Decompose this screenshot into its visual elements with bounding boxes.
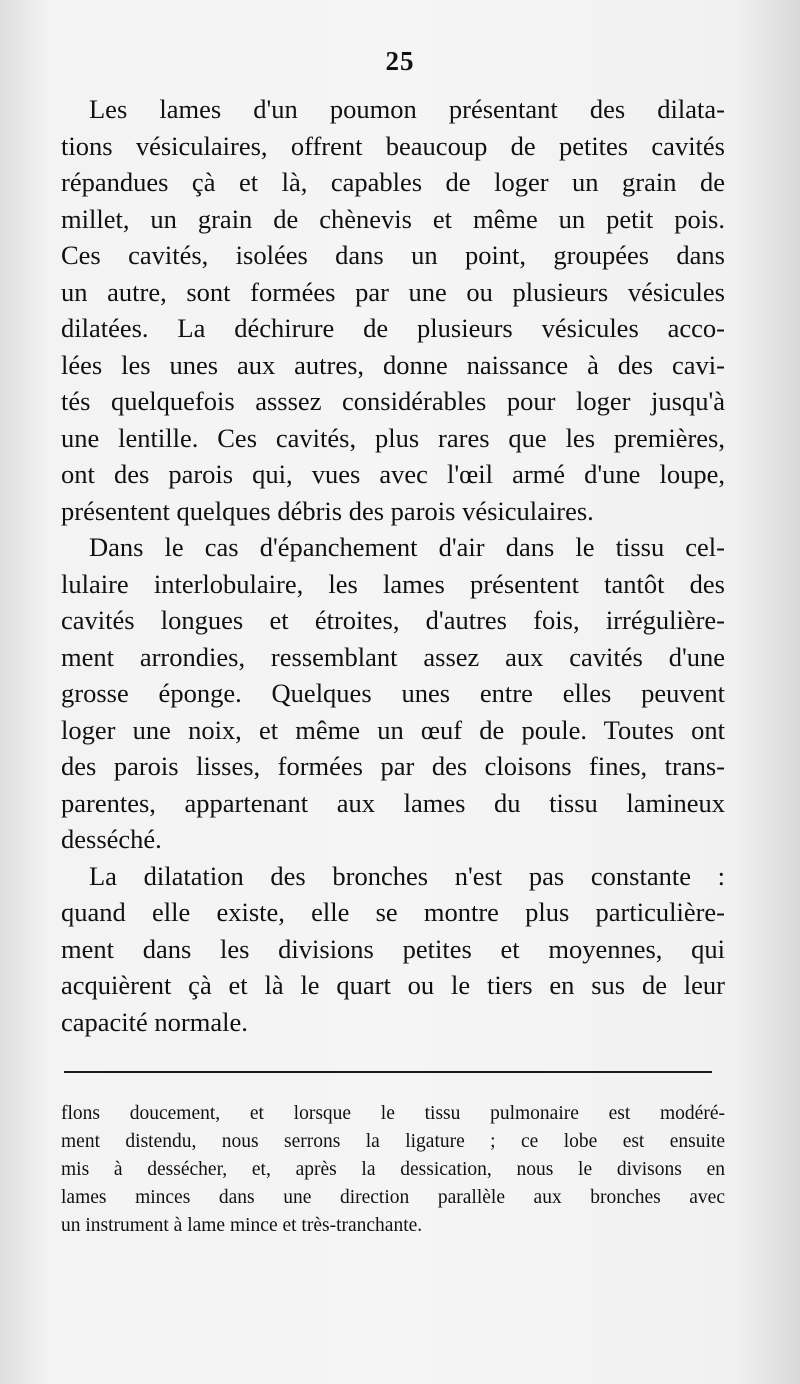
text-line: tés quelquefois asssez considérables pour loger jusqu'à (61, 386, 725, 416)
text-line: loger une noix, et même un œuf de poule. Toutes ont (61, 714, 725, 745)
footnote-line: ment distendu, nous serrons la ligature ; ce lobe est ensuite (61, 1131, 725, 1152)
text-line: cavités longues et étroites, d'autres fois, irrégulière- (61, 605, 725, 635)
text-line: présentent quelques débris des parois vésiculaires. (61, 495, 594, 526)
text-line: dilatées. La déchirure de plusieurs vésicules acco- (61, 313, 725, 343)
footnote (61, 1100, 725, 1240)
text-line: desséché. (61, 824, 162, 854)
text-line: Ces cavités, isolées dans un point, groupées dans (61, 240, 725, 270)
text-line: La dilatation des bronches n'est pas constante : (89, 860, 725, 891)
text-line: grosse éponge. Quelques unes entre elles peuvent (61, 678, 725, 708)
footnote-line: un instrument à lame mince et très-tranchante. (61, 1215, 423, 1236)
text-line: une lentille. Ces cavités, plus rares que les premières, (61, 422, 725, 453)
text-line: acquièrent çà et là le quart ou le tiers en sus de leur (61, 970, 725, 1000)
footnote-line: lames minces dans une direction parallèle aux bronches avec (61, 1187, 725, 1208)
text-line: ment dans les divisions petites et moyennes, qui (61, 933, 725, 964)
text-line: Les lames d'un poumon présentant des dilata- (89, 94, 725, 124)
text-line: répandues çà et là, capables de loger un grain de (61, 167, 725, 197)
text-line: parentes, appartenant aux lames du tissu lamineux (61, 787, 725, 818)
footnote-line: flons doucement, et lorsque le tissu pulmonaire est modéré- (61, 1103, 725, 1124)
text-line: tions vésiculaires, offrent beaucoup de petites cavités (61, 130, 725, 161)
text-line: ment arrondies, ressemblant assez aux cavités d'une (61, 641, 725, 672)
text-line: Dans le cas d'épanchement d'air dans le tissu cel- (89, 532, 725, 562)
text-line: ont des parois qui, vues avec l'œil armé d'une loupe, (61, 459, 725, 489)
footnote-line: mis à dessécher, et, après la dessication, nous le divisons en (61, 1159, 725, 1180)
text-line: lulaire interlobulaire, les lames présentent tantôt des (61, 568, 725, 599)
main-text (61, 91, 725, 1040)
footnote-separator (64, 1071, 712, 1073)
page-number: 25 (385, 46, 415, 76)
text-line: millet, un grain de chènevis et même un petit pois. (61, 203, 725, 234)
text-line: capacité normale. (61, 1006, 248, 1037)
text-line: un autre, sont formées par une ou plusieurs vésicules (61, 276, 725, 307)
text-line: lées les unes aux autres, donne naissance à des cavi- (61, 349, 725, 380)
text-line: quand elle existe, elle se montre plus particulière- (61, 897, 725, 927)
text-line: des parois lisses, formées par des cloisons fines, trans- (61, 751, 725, 781)
